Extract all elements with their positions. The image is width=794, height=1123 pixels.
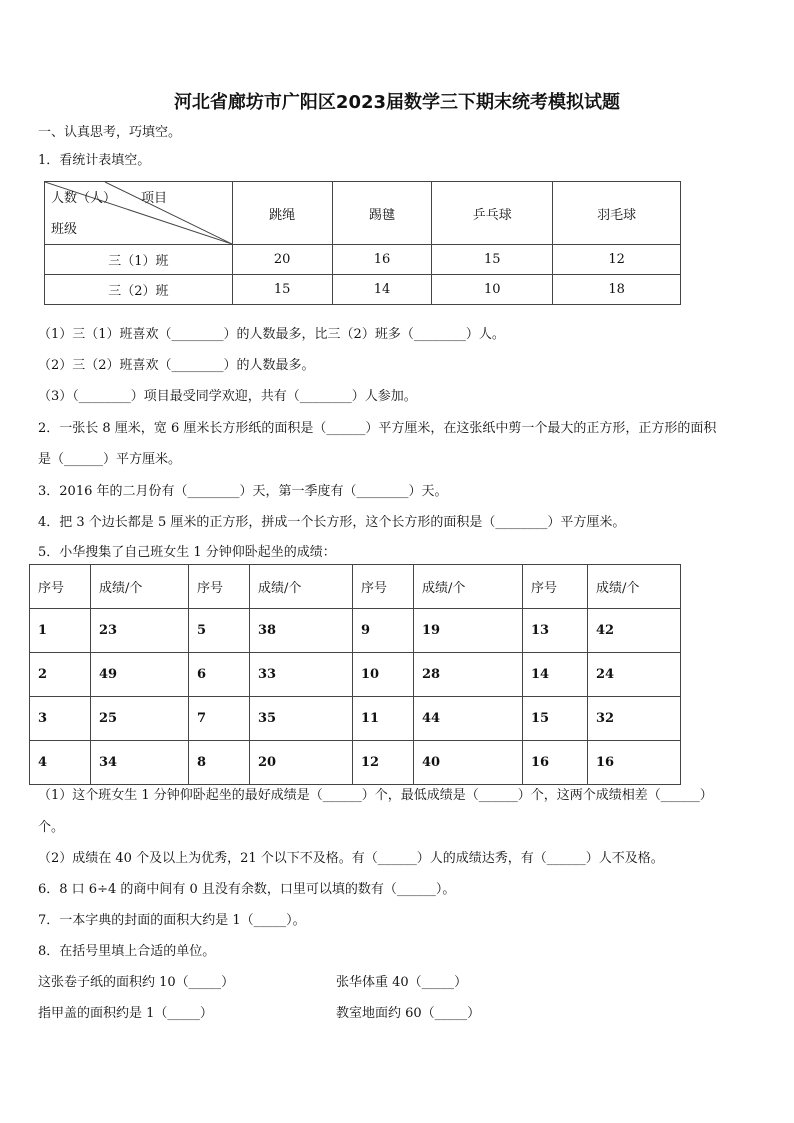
column-header: 成绩/个 bbox=[91, 565, 189, 609]
table-cell: 15 bbox=[523, 697, 588, 741]
table-cell: 14 bbox=[523, 653, 588, 697]
column-header: 成绩/个 bbox=[414, 565, 523, 609]
table-cell: 34 bbox=[91, 741, 189, 785]
q4: 4．把 3 个边长都是 5 厘米的正方形，拼成一个长方形，这个长方形的面积是（________）平方厘米。 bbox=[38, 515, 626, 530]
table-cell: 2 bbox=[30, 653, 91, 697]
q1-sub1: （1）三（1）班喜欢（________）的人数最多，比三（2）班多（________）人。 bbox=[38, 327, 505, 342]
table-cell: 33 bbox=[250, 653, 353, 697]
column-header: 成绩/个 bbox=[250, 565, 353, 609]
table-cell: 38 bbox=[250, 609, 353, 653]
table-cell: 24 bbox=[588, 653, 681, 697]
table-cell: 8 bbox=[189, 741, 250, 785]
table-cell: 16 bbox=[332, 245, 432, 275]
table-cell: 10 bbox=[432, 275, 553, 305]
table-cell: 16 bbox=[523, 741, 588, 785]
column-header: 序号 bbox=[353, 565, 414, 609]
q5-sub1-line2: 个。 bbox=[38, 820, 65, 835]
table-cell: 3 bbox=[30, 697, 91, 741]
table-row bbox=[45, 275, 681, 305]
table-cell: 15 bbox=[232, 275, 332, 305]
column-header: 踢毽 bbox=[332, 182, 432, 245]
column-header: 羽毛球 bbox=[553, 182, 681, 245]
q2-line1: 2．一张长 8 厘米，宽 6 厘米长方形纸的面积是（______）平方厘米，在这张纸中剪一个最大的正方形，正方形的面积 bbox=[38, 421, 717, 436]
diag-label-item: 项目 bbox=[141, 191, 168, 206]
table-cell: 5 bbox=[189, 609, 250, 653]
diagonal-header-cell bbox=[45, 182, 233, 245]
column-header: 跳绳 bbox=[232, 182, 332, 245]
table-cell: 4 bbox=[30, 741, 91, 785]
q7: 7．一本字典的封面的面积大约是 1（_____）。 bbox=[38, 913, 306, 928]
column-header: 乒乓球 bbox=[432, 182, 553, 245]
table-cell: 6 bbox=[189, 653, 250, 697]
table-cell: 10 bbox=[353, 653, 414, 697]
q6: 6．8 口 6÷4 的商中间有 0 且没有余数，口里可以填的数有（______）。 bbox=[38, 882, 456, 897]
stats-table bbox=[44, 181, 681, 305]
table-row bbox=[30, 609, 681, 653]
page-title: 河北省廊坊市广阳区2023届数学三下期末统考模拟试题 bbox=[173, 92, 621, 113]
table-header-row bbox=[30, 565, 681, 609]
table-cell: 35 bbox=[250, 697, 353, 741]
table-row bbox=[30, 741, 681, 785]
table-cell: 25 bbox=[91, 697, 189, 741]
table-row bbox=[30, 697, 681, 741]
q1-label: 1．看统计表填空。 bbox=[38, 153, 151, 168]
table-cell: 14 bbox=[332, 275, 432, 305]
diag-label-class: 班级 bbox=[51, 222, 78, 237]
table-cell: 20 bbox=[250, 741, 353, 785]
table-cell: 28 bbox=[414, 653, 523, 697]
table-cell: 1 bbox=[30, 609, 91, 653]
q1-sub3: （3）（________）项目最受同学欢迎，共有（________）人参加。 bbox=[38, 389, 417, 404]
q5-label: 5．小华搜集了自己班女生 1 分钟仰卧起坐的成绩： bbox=[38, 545, 336, 560]
table-cell: 44 bbox=[414, 697, 523, 741]
q5-sub2: （2）成绩在 40 个及以上为优秀，21 个以下不及格。有（______）人的成绩达秀，有（______）人不及格。 bbox=[38, 851, 664, 866]
table-row bbox=[45, 245, 681, 275]
q8-item-d: 教室地面约 60（_____） bbox=[336, 1006, 481, 1021]
table-cell: 16 bbox=[588, 741, 681, 785]
table-cell: 11 bbox=[353, 697, 414, 741]
column-header: 序号 bbox=[523, 565, 588, 609]
q8-item-c: 指甲盖的面积约是 1（_____） bbox=[38, 1006, 213, 1021]
q5-sub1-line1: （1）这个班女生 1 分钟仰卧起坐的最好成绩是（______）个，最低成绩是（______）个，这两个成绩相差（______） bbox=[38, 788, 713, 803]
section-heading: 一、认真思考，巧填空。 bbox=[38, 125, 182, 140]
table-cell: 15 bbox=[432, 245, 553, 275]
table-cell: 12 bbox=[353, 741, 414, 785]
table-cell: 18 bbox=[553, 275, 681, 305]
q8-label: 8．在括号里填上合适的单位。 bbox=[38, 944, 216, 959]
q8-item-b: 张华体重 40（_____） bbox=[336, 975, 468, 990]
table-cell: 7 bbox=[189, 697, 250, 741]
table-cell: 42 bbox=[588, 609, 681, 653]
score-table bbox=[29, 564, 681, 785]
diag-label-count: 人数（人） bbox=[51, 191, 117, 206]
table-cell: 20 bbox=[232, 245, 332, 275]
column-header: 序号 bbox=[30, 565, 91, 609]
q1-sub2: （2）三（2）班喜欢（________）的人数最多。 bbox=[38, 358, 315, 373]
q8-item-a: 这张卷子纸的面积约 10（_____） bbox=[38, 975, 235, 990]
row-name: 三（2）班 bbox=[45, 275, 233, 305]
q2-line2: 是（______）平方厘米。 bbox=[38, 452, 182, 467]
table-cell: 23 bbox=[91, 609, 189, 653]
column-header: 成绩/个 bbox=[588, 565, 681, 609]
column-header: 序号 bbox=[189, 565, 250, 609]
table-cell: 40 bbox=[414, 741, 523, 785]
table-cell: 32 bbox=[588, 697, 681, 741]
row-name: 三（1）班 bbox=[45, 245, 233, 275]
table-cell: 49 bbox=[91, 653, 189, 697]
table-cell: 9 bbox=[353, 609, 414, 653]
table-cell: 19 bbox=[414, 609, 523, 653]
q3: 3．2016 年的二月份有（________）天，第一季度有（________）天。 bbox=[38, 484, 448, 499]
table-row bbox=[30, 653, 681, 697]
table-cell: 12 bbox=[553, 245, 681, 275]
table-cell: 13 bbox=[523, 609, 588, 653]
